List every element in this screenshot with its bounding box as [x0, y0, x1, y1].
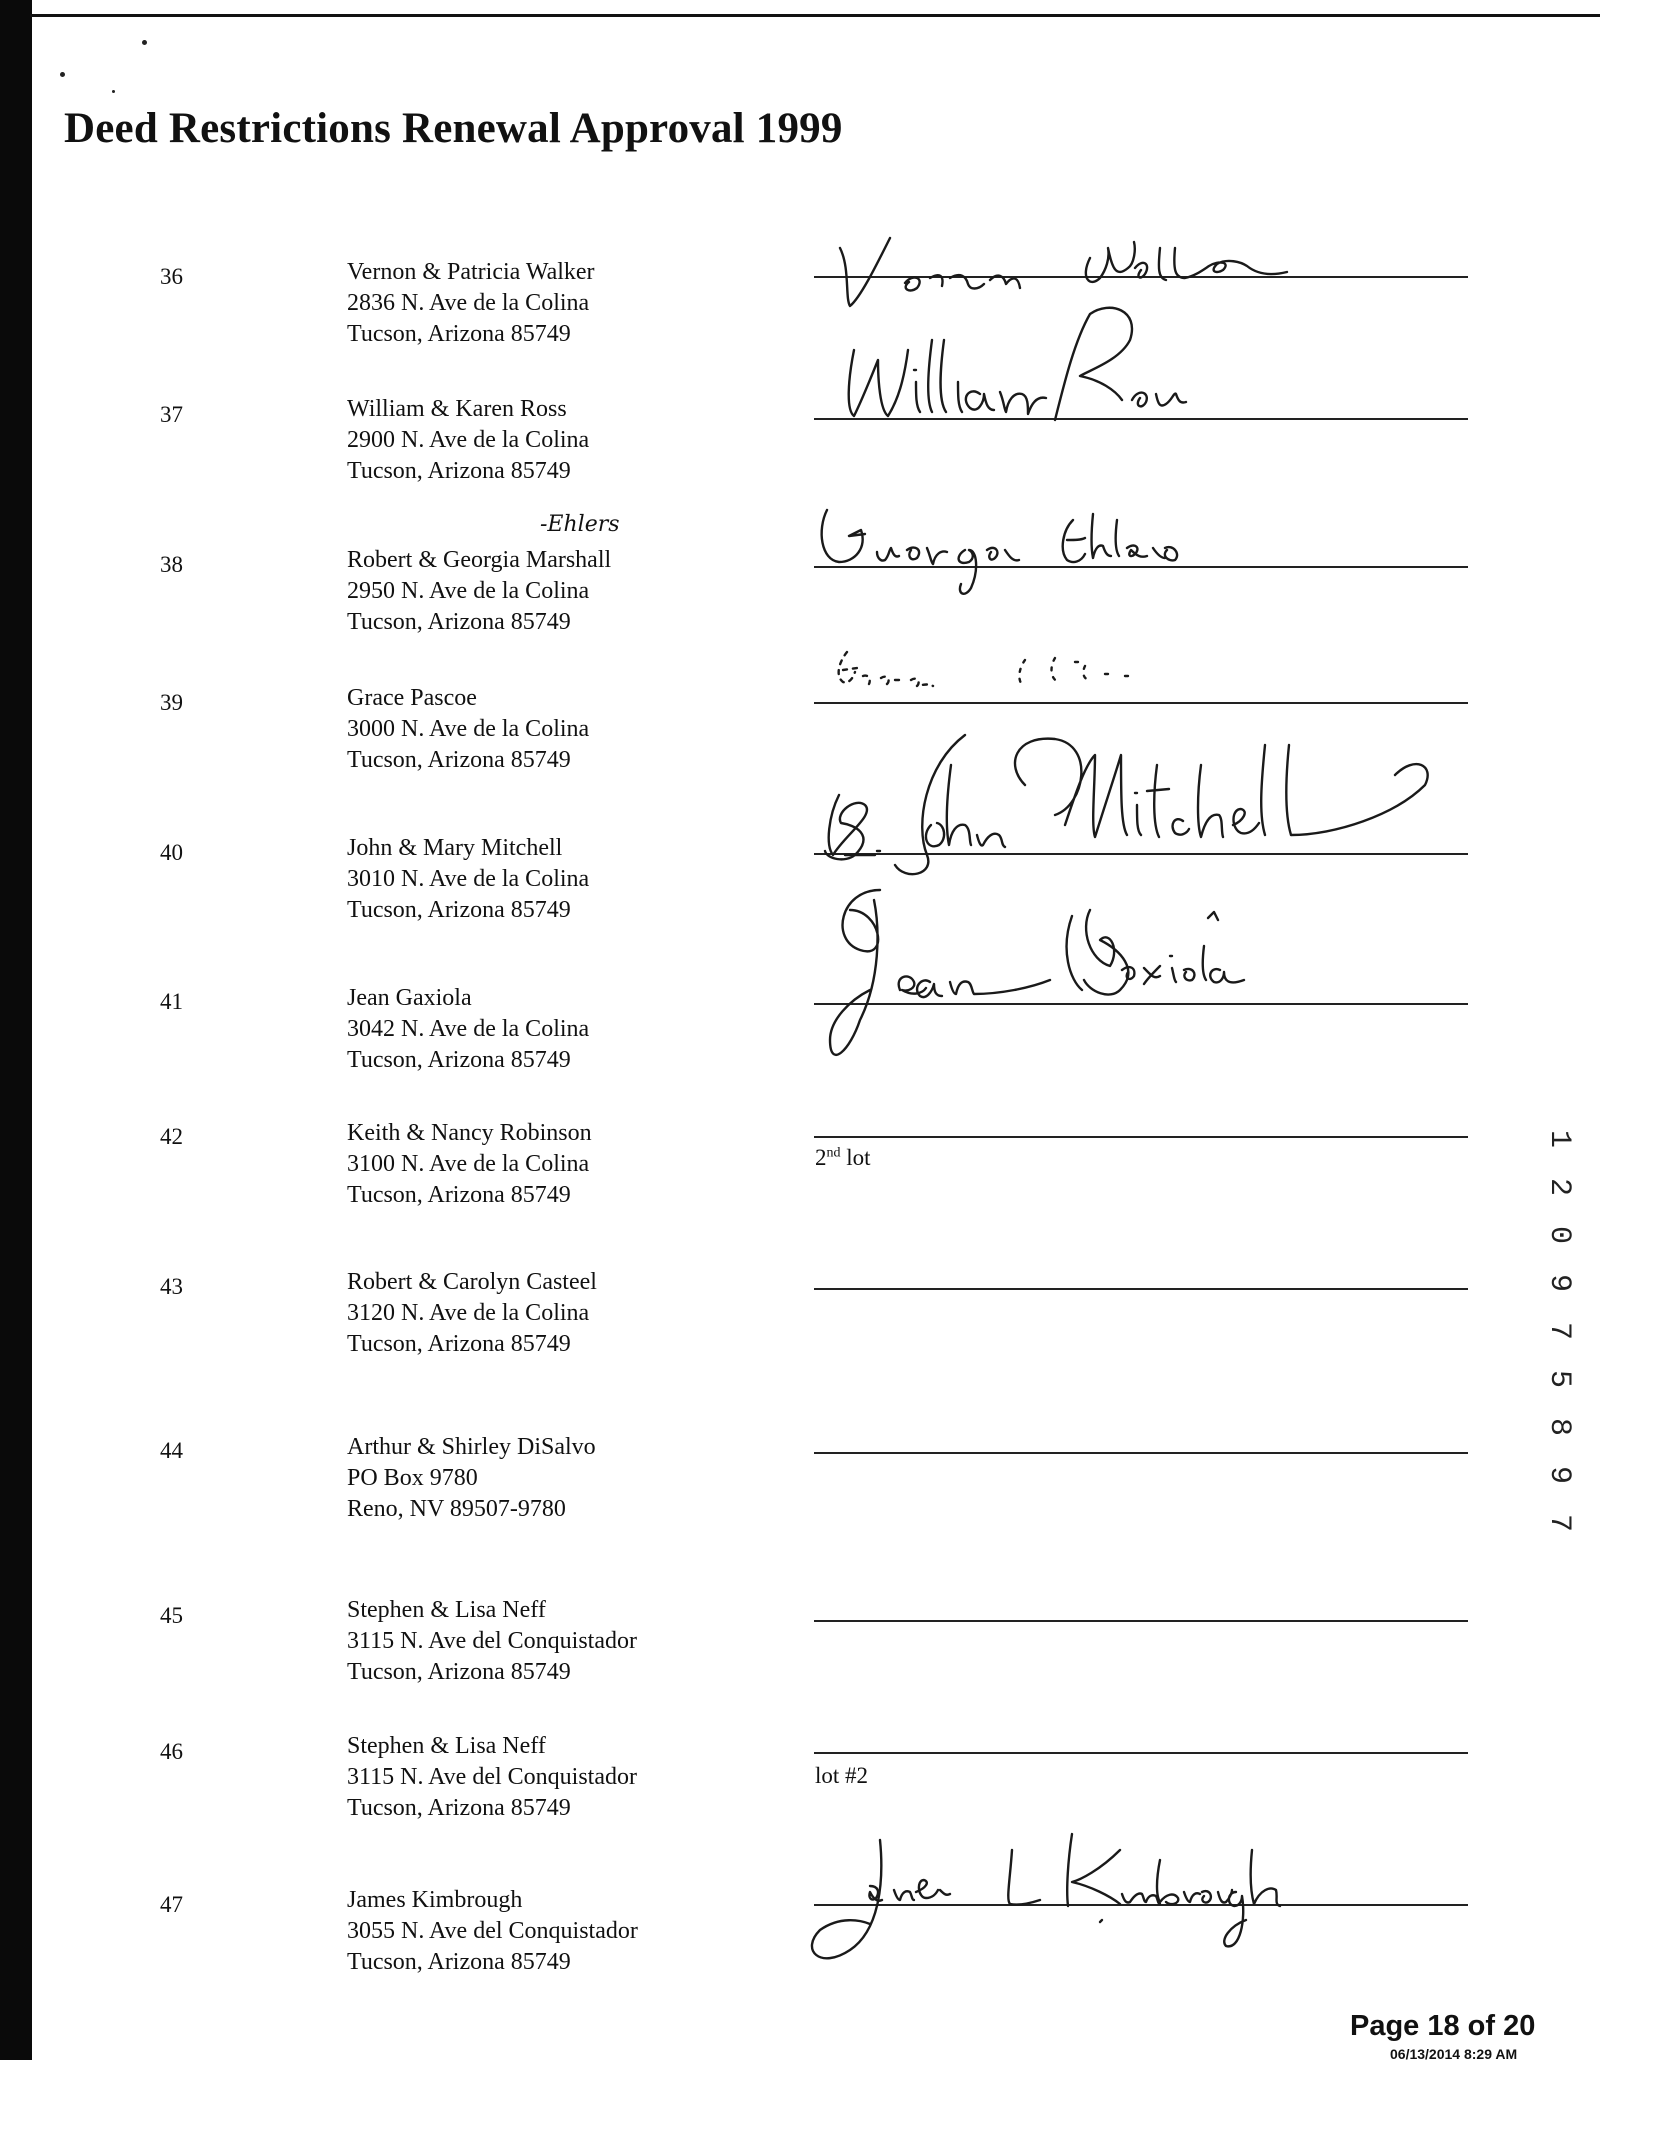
lot-number: 37: [160, 402, 183, 427]
lot-number: 39: [160, 690, 183, 715]
lot-number: 45: [160, 1603, 183, 1628]
owner-address: [347, 1595, 637, 1688]
owner-street: 2900 N. Ave de la Colina: [347, 427, 590, 453]
owner-street: 3055 N. Ave del Conquistador: [347, 1918, 638, 1944]
owner-name: James Kimbrough: [347, 1887, 523, 1913]
signature-line[interactable]: [814, 1752, 1468, 1754]
owner-street: 3115 N. Ave del Conquistador: [347, 1764, 637, 1790]
owner-name: Robert & Carolyn Casteel: [347, 1269, 597, 1295]
lot-number: 41: [160, 989, 183, 1014]
lot-number: 42: [160, 1124, 183, 1149]
signature-william-ross: [840, 300, 1240, 440]
owner-city: Tucson, Arizona 85749: [347, 458, 571, 484]
owner-address: [347, 394, 589, 487]
lot-number: 44: [160, 1438, 183, 1463]
owner-address: [347, 1885, 638, 1978]
owner-city: Tucson, Arizona 85749: [347, 747, 571, 773]
owner-city: Tucson, Arizona 85749: [347, 1795, 571, 1821]
owner-city: Reno, NV 89507-9780: [347, 1496, 566, 1522]
owner-street: 3120 N. Ave de la Colina: [347, 1300, 590, 1326]
owner-address: [347, 833, 589, 926]
owner-name: Vernon & Patricia Walker: [347, 259, 595, 285]
lot-number: 43: [160, 1274, 183, 1299]
owner-address: [347, 983, 589, 1076]
owner-street: 3115 N. Ave del Conquistador: [347, 1628, 637, 1654]
owner-name: Arthur & Shirley DiSalvo: [347, 1434, 596, 1460]
owner-street: 3000 N. Ave de la Colina: [347, 716, 590, 742]
owner-street: 2950 N. Ave de la Colina: [347, 578, 590, 604]
page-title: Deed Restrictions Renewal Approval 1999: [64, 105, 843, 152]
owner-name: John & Mary Mitchell: [347, 835, 563, 861]
signature-grace-pascoe: [815, 640, 1315, 710]
owner-name: Jean Gaxiola: [347, 985, 472, 1011]
signature-line[interactable]: [814, 1136, 1468, 1138]
owner-name: Keith & Nancy Robinson: [347, 1120, 592, 1146]
owner-city: Tucson, Arizona 85749: [347, 1659, 571, 1685]
signature-jean-gaxiola: [820, 870, 1340, 1070]
owner-city: Tucson, Arizona 85749: [347, 1949, 571, 1975]
signature-line[interactable]: [814, 1620, 1468, 1622]
owner-city: Tucson, Arizona 85749: [347, 897, 571, 923]
owner-city: Tucson, Arizona 85749: [347, 1182, 571, 1208]
owner-address: [347, 683, 589, 776]
owner-name: Stephen & Lisa Neff: [347, 1597, 546, 1623]
owner-city: Tucson, Arizona 85749: [347, 1331, 571, 1357]
lot-number: 36: [160, 264, 183, 289]
owner-address: [347, 1118, 592, 1211]
signature-james-kimbrough: [800, 1820, 1300, 1970]
owner-name: William & Karen Ross: [347, 396, 567, 422]
signature-georgia-ehlers: [815, 500, 1235, 590]
signature-john-mitchell: [815, 725, 1455, 885]
lot-number: 46: [160, 1739, 183, 1764]
owner-street: 3100 N. Ave de la Colina: [347, 1151, 590, 1177]
print-timestamp: 06/13/2014 8:29 AM: [1390, 2046, 1518, 2062]
owner-name: Stephen & Lisa Neff: [347, 1733, 546, 1759]
signature-line[interactable]: [814, 1452, 1468, 1454]
owner-address: [347, 257, 595, 350]
lot-number: 47: [160, 1892, 183, 1917]
owner-street: 3010 N. Ave de la Colina: [347, 866, 590, 892]
owner-street: 2836 N. Ave de la Colina: [347, 290, 590, 316]
margin-stamp: 1 2 0 9 7 5 8 9 7: [1542, 1130, 1576, 1539]
lot-number: 38: [160, 552, 183, 577]
owner-address: [347, 545, 611, 638]
owner-city: Tucson, Arizona 85749: [347, 321, 571, 347]
owner-name: Grace Pascoe: [347, 685, 477, 711]
handwritten-annotation: -Ehlers: [540, 512, 620, 537]
lot-note: lot #2: [815, 1763, 869, 1788]
owner-street: PO Box 9780: [347, 1465, 478, 1491]
owner-name: Robert & Georgia Marshall: [347, 547, 612, 573]
owner-address: [347, 1731, 637, 1824]
lot-note: 2nd lot: [815, 1145, 871, 1170]
page-number: Page 18 of 20: [1350, 2010, 1536, 2042]
owner-address: [347, 1432, 596, 1525]
signature-line[interactable]: [814, 1288, 1468, 1290]
lot-number: 40: [160, 840, 183, 865]
owner-city: Tucson, Arizona 85749: [347, 1047, 571, 1073]
owner-address: [347, 1267, 597, 1360]
owner-street: 3042 N. Ave de la Colina: [347, 1016, 590, 1042]
owner-city: Tucson, Arizona 85749: [347, 609, 571, 635]
